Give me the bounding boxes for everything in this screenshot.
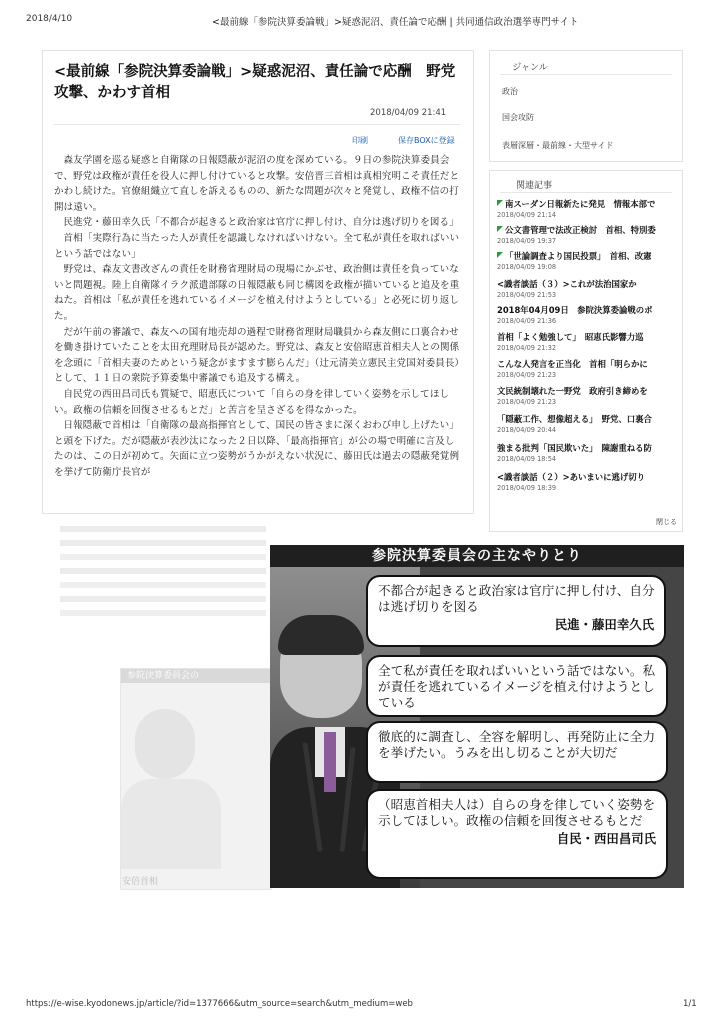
- related-item-title[interactable]: 2018年04月09日 参院決算委論戦のポ: [497, 305, 653, 315]
- related-item-title[interactable]: 公文書管理で法改正検討 首相、特別委: [505, 225, 656, 235]
- related-item-date: 2018/04/09 19:08: [497, 263, 557, 271]
- related-item-title[interactable]: 文民統制壊れた一野党 政府引き締めを: [497, 386, 648, 396]
- save-box-link[interactable]: 保存BOXに登録: [398, 136, 455, 145]
- article-body: [54, 153, 460, 509]
- article-timestamp: 2018/04/09 21:41: [370, 108, 447, 118]
- infographic-title: 参院決算委員会の主なやりとり: [372, 548, 582, 564]
- article-paragraph: 日報隠蔽で首相は「自衛隊の最高指揮官として、国民の皆さまに深くおわび申し上げたい」と頭を下げた。だが隠蔽が表沙汰になった２日以降、「最高指揮官」が公の場で明確に言及したのは、この日が初めて。矢面に立つ姿勢がうかがえない状況に、藤田氏は過去の隠蔽発覚例を挙げて防衛庁長官が: [54, 420, 460, 478]
- divider: [500, 74, 672, 75]
- print-page-number: 1/1: [683, 999, 697, 1009]
- infographic: [270, 545, 684, 904]
- related-item-title[interactable]: 首相「よく勉強して」 昭恵氏影響力巡: [497, 332, 644, 342]
- divider: [54, 124, 460, 125]
- related-item[interactable]: [497, 304, 677, 326]
- related-heading: 関連記事: [516, 181, 553, 191]
- faded-infographic: [120, 668, 272, 890]
- article-paragraph: 自民党の西田昌司氏も質疑で、昭恵氏について「自らの身を律していく姿勢を示してほしい。政権の信頼を回復させるもとだ」と苦言を呈さざるを得なかった。: [54, 388, 450, 416]
- genre-link-politics[interactable]: 政治: [502, 87, 518, 96]
- print-page-title: <最前線「参院決算委論戦」>疑惑泥沼、責任論で応酬 | 共同通信政治選挙専門サイト: [212, 17, 579, 28]
- quote-speaker: 民進・藤田幸久氏: [554, 617, 654, 632]
- related-item[interactable]: [497, 278, 677, 300]
- related-item[interactable]: [497, 471, 677, 493]
- article-paragraph: 首相「実際行為に当たった人が責任を認識しなければいけない。全て私が責任を取ればいいという話ではない」: [54, 232, 460, 260]
- article-paragraph: 森友学園を巡る疑惑と自衛隊の日報隠蔽が泥沼の度を深めている。９日の参院決算委員会で、野党は政権が責任を役人に押し付けていると攻撃。安倍晋三首相は真相究明こそ責任だとかわし続けた。官僚組織立て直しを訴えるものの、新たな問題が次々と発覚し、政権不信の打開は遠い。: [54, 155, 460, 213]
- related-item-date: 2018/04/09 21:32: [497, 344, 557, 352]
- quote-bubble: [366, 789, 668, 879]
- related-item-date: 2018/04/09 21:14: [497, 211, 557, 219]
- divider: [500, 192, 672, 193]
- quote-speaker: 自民・西田昌司氏: [556, 831, 656, 846]
- new-flag-icon: [497, 252, 503, 258]
- faded-caption: 安倍首相: [122, 877, 159, 887]
- article-paragraph: 野党は、森友文書改ざんの責任を財務省理財局の現場にかぶせ、政治側は責任を負っていないと問題視。陸上自衛隊イラク派遣部隊の日報隠蔽も同じ構図を政権が描いていると追及を重ねた。首相は「私が責任を逃れているイメージを植え付けようとしている」と必死に切り返した。: [54, 264, 460, 322]
- quote-text: 全て私が責任を取ればいいという話ではない。私が責任を逃れているイメージを植え付けようとしている: [378, 663, 656, 710]
- article-headline: <最前線「参院決算委論戦」>疑惑泥沼、責任論で応酬 野党攻撃、かわす首相: [54, 64, 456, 101]
- faded-infographic-title: 参院決算委員会の: [121, 669, 271, 683]
- related-item-title[interactable]: <識者談話（２）>あいまいに逃げ切り: [497, 472, 646, 482]
- print-url: https://e-wise.kyodonews.jp/article/?id=1377666&utm_source=search&utm_medium=web: [26, 999, 413, 1009]
- related-item[interactable]: [497, 331, 677, 353]
- related-item-title[interactable]: 南スーダン日報新たに発見 情報本部で: [505, 199, 656, 209]
- print-link[interactable]: 印刷: [352, 136, 368, 145]
- close-button[interactable]: 閉じる: [656, 518, 677, 526]
- related-item-date: 2018/04/09 21:23: [497, 371, 557, 379]
- related-item-title[interactable]: 「世論調査より国民投票」 首相、改憲: [505, 251, 652, 261]
- quote-bubble: [366, 575, 666, 647]
- quote-text: 不都合が起きると政治家は官庁に押し付け、自分は逃げ切りを図る: [378, 583, 655, 614]
- related-item-date: 2018/04/09 19:37: [497, 237, 557, 245]
- related-item-title[interactable]: <識者談話（３）>これが法治国家か: [497, 279, 637, 289]
- related-item[interactable]: [497, 385, 677, 407]
- genre-link-features[interactable]: 表層深層・最前線・大型サイド: [502, 141, 614, 150]
- article-paragraph: だが午前の審議で、森友への国有地売却の過程で財務省理財局職員から森友側に口裏合わせを働き掛けていたことを太田充理財局長が認めた。野党は、森友と安倍昭恵首相夫人との関係を念頭に「首相夫妻のためという疑念がますます膨らんだ」（辻元清美立憲民主党国対委員長）として、１１日の衆院予算委集中審議でも追及する構え。: [54, 326, 460, 385]
- quote-bubble: [366, 721, 668, 783]
- related-item[interactable]: [497, 358, 677, 380]
- photo-caption: 安倍首相: [276, 889, 329, 904]
- related-item[interactable]: [497, 250, 677, 272]
- new-flag-icon: [497, 200, 503, 206]
- related-item-date: 2018/04/09 21:23: [497, 398, 557, 406]
- new-flag-icon: [497, 226, 503, 232]
- related-item-title[interactable]: こんな人発言を正当化 首相「明らかに: [497, 359, 648, 369]
- genre-heading: ジャンル: [512, 63, 548, 73]
- related-item-date: 2018/04/09 18:54: [497, 455, 557, 463]
- related-item[interactable]: [497, 442, 677, 464]
- related-item-title[interactable]: 強まる批判「国民欺いた」 陳謝重ねる防: [497, 443, 652, 453]
- article-paragraph: 民進党・藤田幸久氏「不都合が起きると政治家は官庁に押し付け、自分は逃げ切りを図る」: [63, 217, 459, 229]
- print-date: 2018/4/10: [26, 14, 73, 24]
- related-item-date: 2018/04/09 21:36: [497, 317, 557, 325]
- faded-text-block: [60, 520, 266, 660]
- related-item-date: 2018/04/09 18:39: [497, 484, 557, 492]
- quote-text: 徹底的に調査し、全容を解明し、再発防止に全力を挙げたい。うみを出し切ることが大切だ: [378, 729, 656, 760]
- related-item-title[interactable]: 「隠蔽工作、想像超える」 野党、口裏合: [497, 414, 652, 424]
- quote-bubble: [366, 655, 668, 717]
- related-item-date: 2018/04/09 20:44: [497, 426, 557, 434]
- genre-link-diet[interactable]: 国会攻防: [502, 113, 534, 122]
- related-item[interactable]: [497, 224, 677, 246]
- quote-text: （昭恵首相夫人は）自らの身を律していく姿勢を示してほしい。政権の信頼を回復させるもとだ: [378, 797, 656, 828]
- related-item-date: 2018/04/09 21:53: [497, 291, 557, 299]
- related-item[interactable]: [497, 198, 677, 220]
- related-item[interactable]: [497, 413, 677, 435]
